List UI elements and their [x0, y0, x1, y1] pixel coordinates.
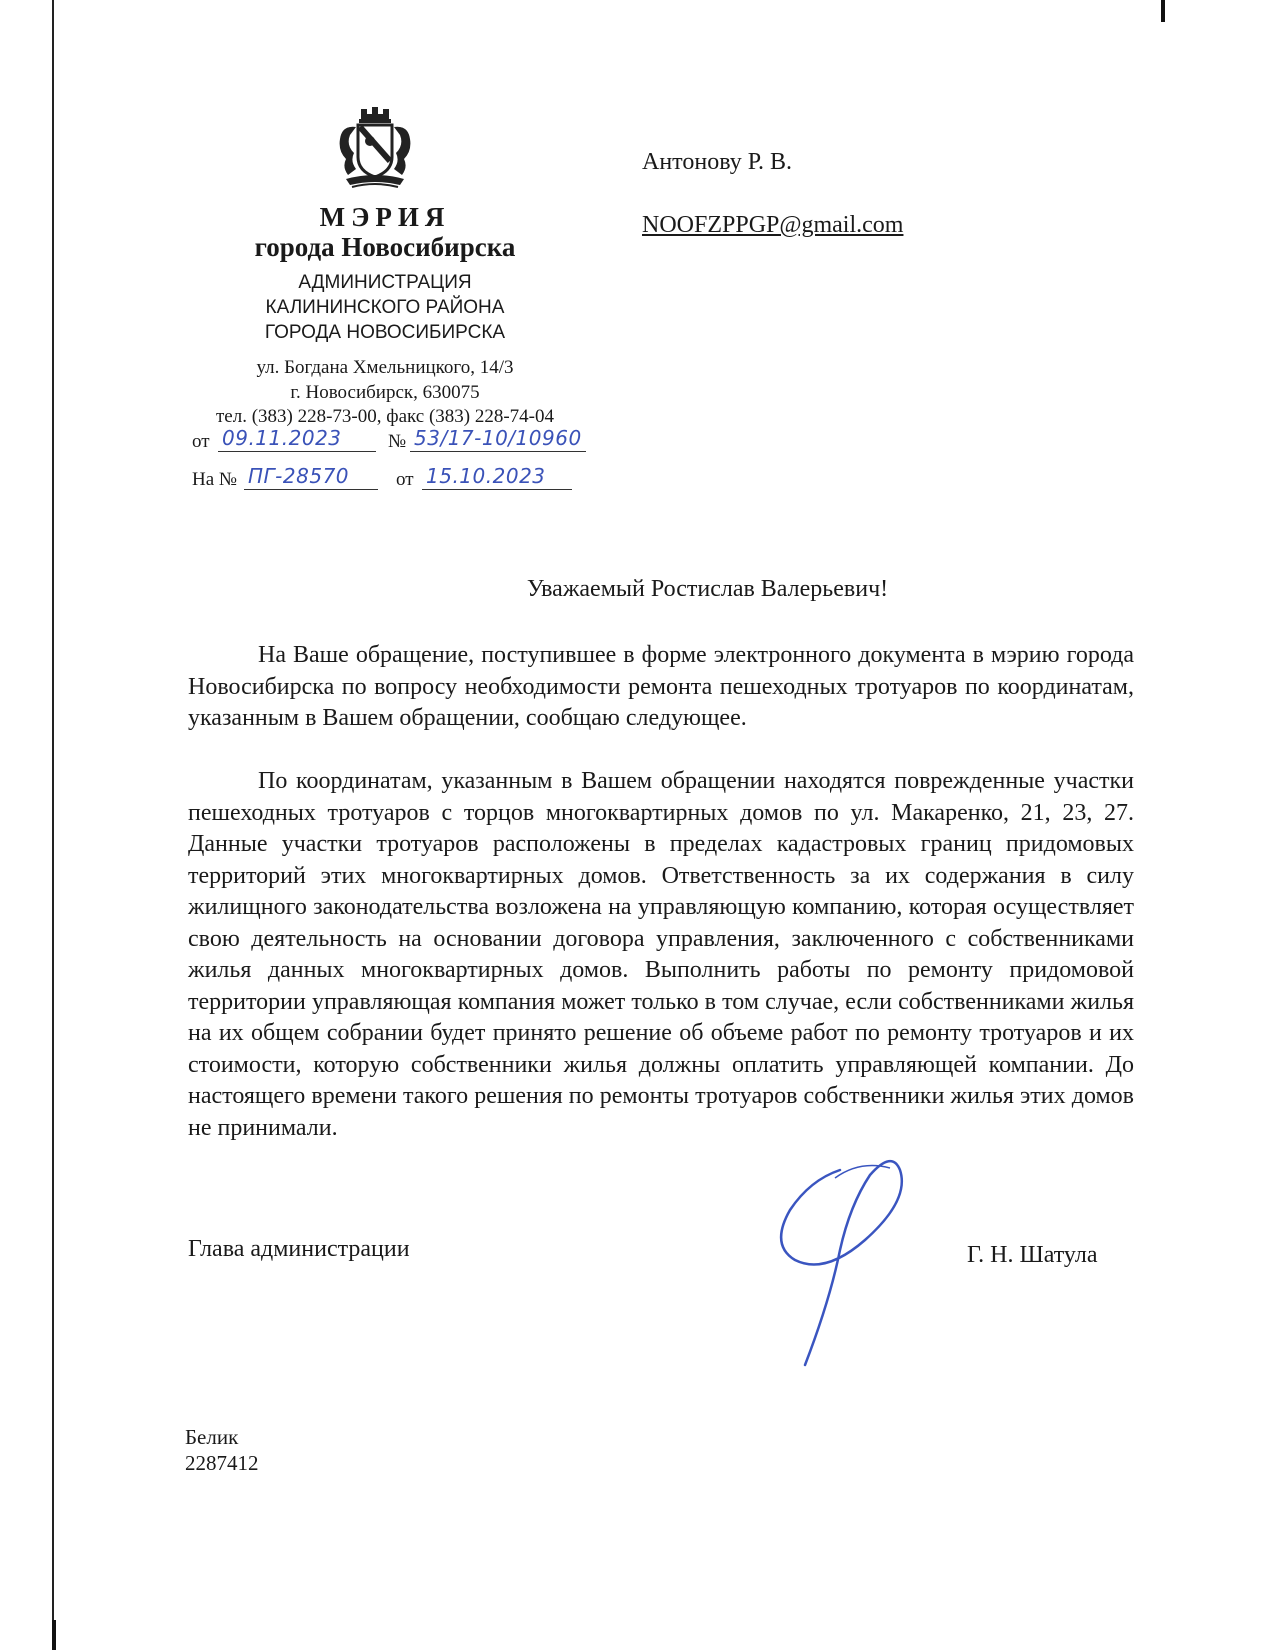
signer-name: Г. Н. Шатула [967, 1242, 1098, 1268]
admin-line: КАЛИНИНСКОГО РАЙОНА [265, 297, 505, 318]
org-title: МЭРИЯ [319, 202, 451, 232]
scan-mark [1161, 0, 1165, 22]
ref-date: 15.10.2023 [426, 464, 546, 488]
underline [422, 489, 572, 490]
admin-line: ГОРОДА НОВОСИБИРСКА [264, 322, 506, 343]
salutation-text: Уважаемый Ростислав Валерьевич! [526, 576, 889, 602]
reg-number: 53/17-10/10960 [414, 426, 582, 450]
scan-mark [52, 1620, 56, 1650]
executor-name: Белик [185, 1425, 239, 1449]
underline [244, 489, 378, 490]
reg-from-label: от [192, 431, 210, 452]
ref-number: ПГ-28570 [248, 464, 350, 488]
reg-date: 09.11.2023 [222, 426, 342, 450]
address-street: ул. Богдана Хмельницкого, 14/3 [256, 357, 514, 378]
underline [410, 451, 586, 452]
underline [218, 451, 376, 452]
ref-number-label: На № [192, 469, 238, 490]
recipient-email: NOOFZPPGP@gmail.com [642, 212, 904, 238]
reg-number-label: № [388, 431, 407, 452]
body-paragraph: На Ваше обращение, поступившее в форме электронного документа в мэрию города Новосибирска по вопросу необходимости ремонта пешеходных тротуаров по координатам, указанным в Вашем обращении, сообщаю следующее. [188, 642, 1134, 731]
scan-edge [52, 0, 54, 1650]
ref-from-label: от [396, 469, 414, 490]
address-phone: тел. (383) 228-73-00, факс (383) 228-74-04 [215, 406, 555, 427]
salutation [0, 576, 1275, 603]
signer-position: Глава администрации [188, 1236, 410, 1262]
admin-line: АДМИНИСТРАЦИЯ [298, 272, 472, 293]
recipient-name: Антонову Р. В. [642, 149, 793, 175]
org-city: города Новосибирска [254, 232, 516, 262]
executor-phone: 2287412 [185, 1451, 259, 1475]
city-coat-of-arms-icon [334, 105, 416, 197]
body-paragraph: По координатам, указанным в Вашем обращении находятся поврежденные участки пешеходных тротуаров с торцов многоквартирных домов по ул. Макаренко, 21, 23, 27. Данные участки тротуаров расположены в пределах кадастровых границ придомовых территорий этих многоквартирных домов. Ответственность за их содержания в силу жилищного законодательства возложена на управляющую компанию, которая осуществляет свою деятельность на основании договора управления, заключенного с собственниками жилья данных многоквартирных домов. Выполнить работы по ремонту придомовой территории управляющая компания может только в том случае, если собственниками жилья на их общем собрании будет принято решение об объеме работ по ремонту тротуаров и их стоимости, которую собственники жилья должны оплатить управляющей компании. До настоящего времени такого решения по ремонты тротуаров собственники жилья этих домов не принимали. [188, 768, 1134, 1141]
address-city: г. Новосибирск, 630075 [290, 382, 480, 403]
handwritten-signature-icon [770, 1150, 970, 1380]
